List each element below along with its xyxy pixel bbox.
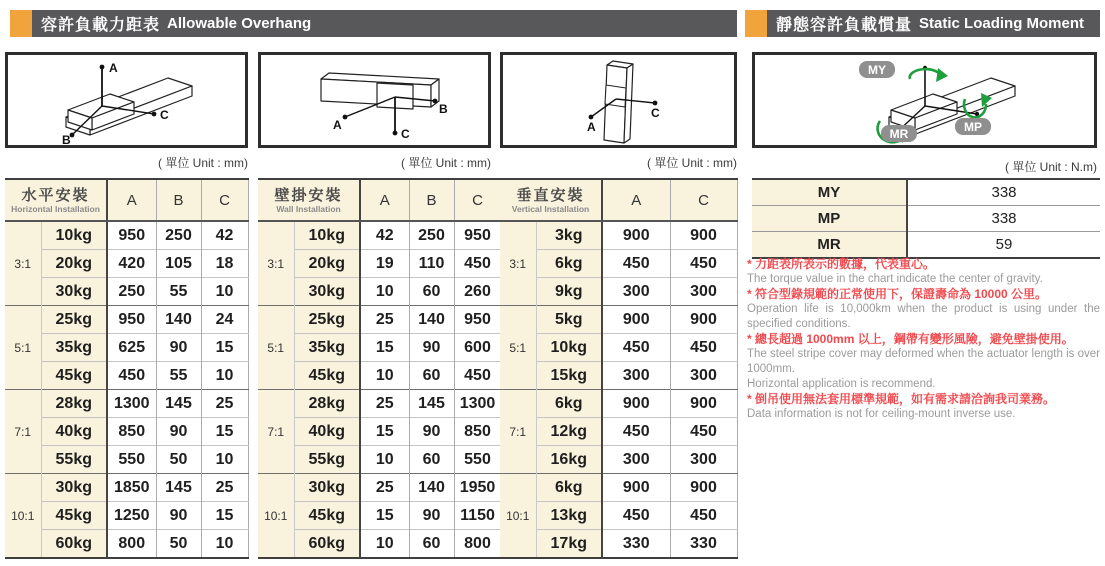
table-row	[5, 474, 248, 502]
table-row	[500, 390, 737, 418]
moment-value: 338	[907, 206, 1100, 232]
value-cell: 50	[156, 530, 201, 559]
value-cell: 950	[107, 306, 156, 334]
value-cell: 90	[156, 334, 201, 362]
table-row	[5, 278, 248, 306]
value-cell: 19	[360, 250, 409, 278]
value-cell: 450	[602, 250, 670, 278]
value-cell: 10	[201, 362, 248, 390]
right-section-header	[745, 10, 1100, 37]
table-title-wall	[258, 179, 360, 221]
value-cell: 10	[360, 446, 409, 474]
table-title-zh: 水平安裝	[21, 186, 90, 204]
value-cell: 950	[454, 221, 501, 250]
value-cell: 1150	[454, 502, 501, 530]
load-cell: 35kg	[294, 334, 360, 362]
unit-label-mm: ( 單位 Unit : mm)	[401, 156, 491, 170]
table-title-en: Wall Installation	[276, 203, 341, 214]
load-cell: 10kg	[294, 221, 360, 250]
value-cell: 1300	[454, 390, 501, 418]
load-cell: 30kg	[41, 278, 107, 306]
vertical-install-diagram	[500, 52, 737, 148]
value-cell: 800	[454, 530, 501, 559]
table-row	[258, 250, 501, 278]
column-header-c: C	[670, 179, 737, 221]
load-cell: 60kg	[294, 530, 360, 559]
value-cell: 90	[409, 502, 454, 530]
value-cell: 250	[409, 221, 454, 250]
table-row	[258, 221, 501, 250]
value-cell: 950	[107, 221, 156, 250]
unit-label-mm: ( 單位 Unit : mm)	[158, 156, 248, 170]
table-title-zh: 壁掛安裝	[274, 186, 343, 204]
value-cell: 105	[156, 250, 201, 278]
unit-label-nm: ( 單位 Unit : N.m)	[1005, 160, 1097, 174]
moment-label: MP	[752, 206, 907, 232]
axis-label-a: A	[109, 61, 118, 75]
right-section-title-en: Static Loading Moment	[919, 15, 1085, 32]
footnote: * 總長超過 1000mm 以上，鋼帶有變形風險，避免壁掛使用。	[747, 332, 1074, 346]
table-row	[5, 446, 248, 474]
header-accent-square	[745, 10, 767, 37]
column-header-a: A	[602, 179, 670, 221]
table-row	[500, 362, 737, 390]
load-cell: 6kg	[536, 474, 602, 502]
table-row	[500, 530, 737, 559]
ratio-cell: 7:1	[258, 390, 294, 474]
left-section-header	[10, 10, 737, 37]
value-cell: 110	[409, 250, 454, 278]
left-section-title-en: Allowable Overhang	[167, 15, 312, 32]
value-cell: 10	[201, 278, 248, 306]
value-cell: 850	[454, 418, 501, 446]
column-header-a: A	[107, 179, 156, 221]
value-cell: 900	[670, 221, 737, 250]
table-row	[258, 362, 501, 390]
value-cell: 1850	[107, 474, 156, 502]
value-cell: 90	[156, 418, 201, 446]
table-row	[5, 306, 248, 334]
table-row	[500, 474, 737, 502]
ratio-cell: 10:1	[500, 474, 536, 559]
value-cell: 25	[360, 390, 409, 418]
value-cell: 10	[360, 362, 409, 390]
axis-label-a: A	[333, 118, 342, 132]
value-cell: 140	[156, 306, 201, 334]
panel-vertical	[500, 52, 737, 559]
value-cell: 900	[670, 474, 737, 502]
value-cell: 900	[602, 390, 670, 418]
table-row	[5, 390, 248, 418]
load-cell: 17kg	[536, 530, 602, 559]
value-cell: 25	[360, 474, 409, 502]
left-header-bar	[32, 10, 737, 37]
table-row	[5, 502, 248, 530]
table-row	[258, 446, 501, 474]
moment-row	[752, 206, 1100, 232]
footnotes	[747, 257, 1100, 422]
footnote: * 倒吊使用無法套用標準規範，如有需求請洽詢我司業務。	[747, 392, 1056, 406]
value-cell: 90	[409, 334, 454, 362]
value-cell: 450	[602, 334, 670, 362]
value-cell: 60	[409, 362, 454, 390]
table-row	[258, 306, 501, 334]
wall-diagram-svg	[261, 55, 488, 145]
column-header-b: B	[156, 179, 201, 221]
table-row	[500, 250, 737, 278]
table-row	[5, 362, 248, 390]
load-cell: 10kg	[536, 334, 602, 362]
table-row	[500, 278, 737, 306]
value-cell: 24	[201, 306, 248, 334]
load-cell: 55kg	[294, 446, 360, 474]
load-cell: 30kg	[294, 278, 360, 306]
slider-block	[68, 94, 134, 130]
value-cell: 250	[156, 221, 201, 250]
value-cell: 450	[107, 362, 156, 390]
value-cell: 15	[201, 334, 248, 362]
value-cell: 300	[602, 278, 670, 306]
value-cell: 15	[201, 418, 248, 446]
table-header-row	[5, 179, 248, 221]
load-cell: 55kg	[41, 446, 107, 474]
badge-mr: MR	[889, 127, 909, 141]
value-cell: 300	[602, 446, 670, 474]
value-cell: 10	[201, 530, 248, 559]
axis-label-a: A	[587, 120, 596, 134]
table-row	[258, 418, 501, 446]
value-cell: 900	[602, 306, 670, 334]
vertical-diagram-svg	[503, 55, 734, 145]
panel-wall	[258, 52, 496, 559]
value-cell: 450	[602, 502, 670, 530]
footnote: The steel stripe cover may deformed when the actuator length is over 1000mm.	[747, 348, 1100, 375]
value-cell: 90	[409, 418, 454, 446]
value-cell: 625	[107, 334, 156, 362]
value-cell: 330	[602, 530, 670, 559]
footnote: * 力距表所表示的數據，代表重心。	[747, 257, 936, 271]
load-cell: 45kg	[294, 362, 360, 390]
load-cell: 45kg	[294, 502, 360, 530]
axis-label-b: B	[439, 102, 448, 116]
wall-install-diagram	[258, 52, 491, 148]
moment-row	[752, 179, 1100, 206]
table-title-vertical	[500, 179, 602, 221]
load-cell: 5kg	[536, 306, 602, 334]
slider-block	[605, 85, 626, 107]
footnote: Data information is not for ceiling-mount inverse use.	[747, 408, 1016, 420]
footnote: * 符合型錄規範的正常使用下，保證壽命為 10000 公里。	[747, 287, 1048, 301]
value-cell: 900	[602, 474, 670, 502]
value-cell: 850	[107, 418, 156, 446]
value-cell: 1250	[107, 502, 156, 530]
table-row	[258, 502, 501, 530]
load-cell: 6kg	[536, 250, 602, 278]
value-cell: 15	[201, 502, 248, 530]
value-cell: 900	[602, 221, 670, 250]
table-row	[500, 502, 737, 530]
load-cell: 10kg	[41, 221, 107, 250]
value-cell: 450	[602, 418, 670, 446]
table-title-en: Vertical Installation	[511, 203, 590, 214]
table-title-zh: 垂直安裝	[516, 186, 585, 204]
badge-my: MY	[868, 63, 886, 77]
value-cell: 950	[454, 306, 501, 334]
value-cell: 25	[201, 390, 248, 418]
load-cell: 16kg	[536, 446, 602, 474]
ratio-cell: 5:1	[500, 306, 536, 390]
value-cell: 55	[156, 362, 201, 390]
value-cell: 25	[360, 306, 409, 334]
overhang-table-wall	[258, 178, 502, 559]
load-cell: 30kg	[41, 474, 107, 502]
horizontal-install-diagram	[5, 52, 248, 148]
table-row	[5, 221, 248, 250]
value-cell: 15	[360, 502, 409, 530]
value-cell: 250	[107, 278, 156, 306]
load-cell: 3kg	[536, 221, 602, 250]
header-accent-square	[10, 10, 32, 37]
value-cell: 450	[670, 334, 737, 362]
load-cell: 25kg	[41, 306, 107, 334]
value-cell: 60	[409, 530, 454, 559]
value-cell: 18	[201, 250, 248, 278]
value-cell: 420	[107, 250, 156, 278]
axis-label-c: C	[651, 106, 660, 120]
table-row	[258, 334, 501, 362]
ratio-cell: 7:1	[5, 390, 41, 474]
load-cell: 6kg	[536, 390, 602, 418]
load-cell: 60kg	[41, 530, 107, 559]
value-cell: 42	[360, 221, 409, 250]
value-cell: 1300	[107, 390, 156, 418]
value-cell: 60	[409, 278, 454, 306]
value-cell: 330	[670, 530, 737, 559]
right-section-title-zh: 靜態容許負載慣量	[776, 17, 913, 34]
value-cell: 90	[156, 502, 201, 530]
table-title-horizontal	[5, 179, 107, 221]
axis-label-c: C	[160, 108, 169, 122]
ratio-cell: 5:1	[5, 306, 41, 390]
footnote: The torque value in the chart indicate the center of gravity.	[747, 273, 1043, 285]
right-header-bar	[767, 10, 1100, 37]
value-cell: 50	[156, 446, 201, 474]
moment-diagram-svg	[755, 55, 1094, 145]
table-row	[500, 418, 737, 446]
value-cell: 800	[107, 530, 156, 559]
moment-diagram	[752, 52, 1097, 148]
value-cell: 300	[602, 362, 670, 390]
load-cell: 28kg	[294, 390, 360, 418]
footnote: Operation life is 10,000km when the product is using under the specified conditions.	[747, 303, 1100, 330]
value-cell: 140	[409, 306, 454, 334]
value-cell: 450	[454, 362, 501, 390]
column-header-b: B	[409, 179, 454, 221]
load-cell: 45kg	[41, 362, 107, 390]
table-row	[258, 530, 501, 559]
value-cell: 25	[201, 474, 248, 502]
moment-value: 59	[907, 232, 1100, 259]
value-cell: 550	[454, 446, 501, 474]
ratio-cell: 5:1	[258, 306, 294, 390]
table-header-row	[258, 179, 501, 221]
unit-label-mm: ( 單位 Unit : mm)	[647, 156, 737, 170]
table-header-row	[500, 179, 737, 221]
value-cell: 300	[670, 362, 737, 390]
value-cell: 260	[454, 278, 501, 306]
ratio-cell: 3:1	[258, 221, 294, 306]
moment-value: 338	[991, 184, 1017, 201]
overhang-table-horizontal	[5, 178, 249, 559]
value-cell: 55	[156, 278, 201, 306]
table-row	[500, 334, 737, 362]
value-cell: 10	[360, 278, 409, 306]
ratio-cell: 10:1	[5, 474, 41, 559]
load-cell: 20kg	[41, 250, 107, 278]
load-cell: 40kg	[294, 418, 360, 446]
ratio-cell: 3:1	[500, 221, 536, 306]
value-cell: 300	[670, 278, 737, 306]
value-cell: 550	[107, 446, 156, 474]
moment-row	[752, 232, 1100, 259]
left-section-title-zh: 容許負載力距表	[41, 17, 161, 34]
horizontal-diagram-svg	[8, 55, 245, 145]
static-moment-table	[752, 178, 1100, 259]
value-cell: 900	[670, 390, 737, 418]
ratio-cell: 10:1	[258, 474, 294, 559]
table-row	[500, 306, 737, 334]
load-cell: 9kg	[536, 278, 602, 306]
value-cell: 140	[409, 474, 454, 502]
ratio-cell: 3:1	[5, 221, 41, 306]
moment-label: MY	[752, 179, 907, 206]
column-header-a: A	[360, 179, 409, 221]
value-cell: 42	[201, 221, 248, 250]
panel-horizontal	[5, 52, 248, 559]
value-cell: 450	[670, 418, 737, 446]
value-cell: 145	[156, 474, 201, 502]
footnote: Horizontal application is recommend.	[747, 378, 936, 390]
load-cell: 40kg	[41, 418, 107, 446]
table-row	[5, 250, 248, 278]
ratio-cell: 7:1	[500, 390, 536, 474]
table-title-en: Horizontal Installation	[11, 203, 100, 214]
load-cell: 15kg	[536, 362, 602, 390]
table-row	[5, 530, 248, 559]
load-cell: 28kg	[41, 390, 107, 418]
overhang-table-vertical	[500, 178, 738, 559]
table-row	[500, 446, 737, 474]
table-row	[258, 278, 501, 306]
axis-label-b: B	[62, 133, 71, 145]
value-cell: 450	[670, 250, 737, 278]
table-row	[258, 474, 501, 502]
value-cell: 450	[670, 502, 737, 530]
load-cell: 12kg	[536, 418, 602, 446]
value-cell: 10	[360, 530, 409, 559]
column-header-c: C	[454, 179, 501, 221]
table-row	[5, 418, 248, 446]
load-cell: 13kg	[536, 502, 602, 530]
value-cell: 60	[409, 446, 454, 474]
load-cell: 25kg	[294, 306, 360, 334]
load-cell: 30kg	[294, 474, 360, 502]
slider-block	[891, 94, 957, 130]
value-cell: 145	[156, 390, 201, 418]
moment-label: MR	[752, 232, 907, 259]
value-cell: 10	[201, 446, 248, 474]
load-cell: 45kg	[41, 502, 107, 530]
badge-mp: MP	[964, 120, 982, 134]
value-cell: 15	[360, 334, 409, 362]
value-cell: 600	[454, 334, 501, 362]
value-cell: 900	[670, 306, 737, 334]
axis-label-c: C	[401, 127, 410, 141]
value-cell: 145	[409, 390, 454, 418]
table-row	[500, 221, 737, 250]
table-row	[5, 334, 248, 362]
table-row	[258, 390, 501, 418]
load-cell: 35kg	[41, 334, 107, 362]
column-header-c: C	[201, 179, 248, 221]
value-cell: 300	[670, 446, 737, 474]
value-cell: 15	[360, 418, 409, 446]
value-cell: 450	[454, 250, 501, 278]
load-cell: 20kg	[294, 250, 360, 278]
value-cell: 1950	[454, 474, 501, 502]
